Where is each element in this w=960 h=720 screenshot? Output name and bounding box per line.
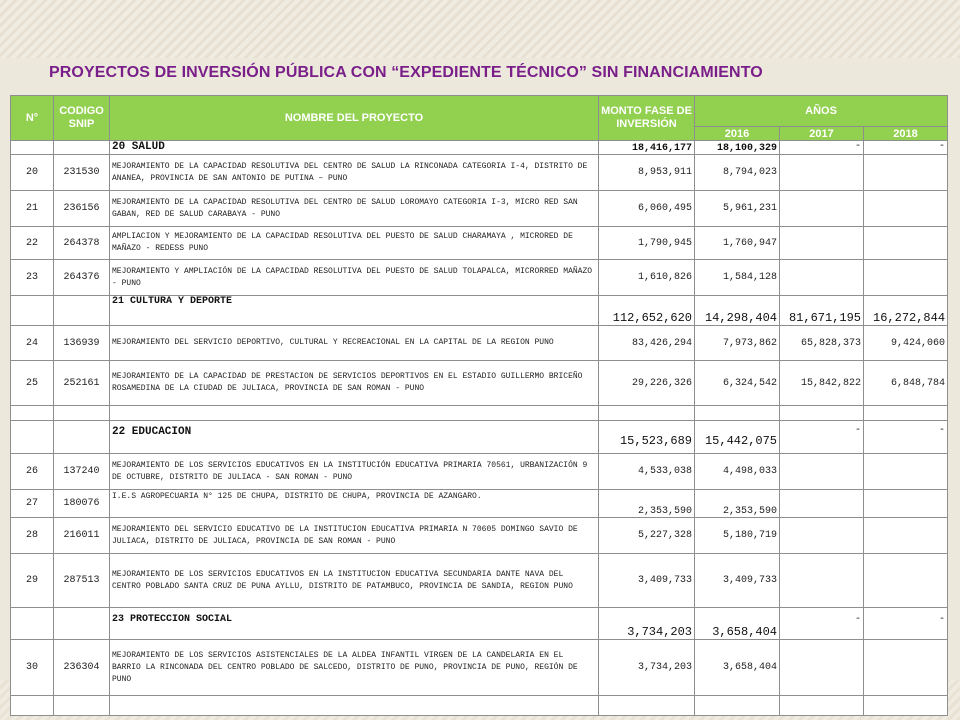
row-number: 22 xyxy=(11,227,54,260)
row-monto: 4,533,038 xyxy=(599,454,695,490)
row-number: 29 xyxy=(11,554,54,608)
sector-2017: 81,671,195 xyxy=(780,296,864,326)
row-project-name: MEJORAMIENTO DE LA CAPACIDAD RESOLUTIVA DEL CENTRO DE SALUD LA RINCONADA CATEGORIA I-4, DISTRITO DE ANANEA, PROVINCIA DE SAN ANTONIO DE PUTINA – PUNO xyxy=(110,155,599,191)
table-row xyxy=(11,454,948,490)
row-snip: 216011 xyxy=(54,518,110,554)
table-row xyxy=(11,227,948,260)
sector-row-proteccion xyxy=(11,608,948,640)
sector-row-educacion xyxy=(11,421,948,454)
row-2017: 65,828,373 xyxy=(780,326,864,361)
table-row xyxy=(11,260,948,296)
row-2016: 1,584,128 xyxy=(695,260,780,296)
row-2018 xyxy=(864,490,948,518)
row-number: 23 xyxy=(11,260,54,296)
sector-2016: 3,658,404 xyxy=(695,608,780,640)
row-monto: 8,953,911 xyxy=(599,155,695,191)
sector-2017: - xyxy=(780,608,864,640)
row-2018 xyxy=(864,554,948,608)
row-snip: 180076 xyxy=(54,490,110,518)
row-snip: 231530 xyxy=(54,155,110,191)
row-number: 28 xyxy=(11,518,54,554)
row-2017 xyxy=(780,554,864,608)
sector-2018: - xyxy=(864,141,948,155)
sector-2017: - xyxy=(780,421,864,454)
empty-cell xyxy=(864,406,948,421)
header-year-2018: 2018 xyxy=(864,127,948,141)
sector-label: 20 SALUD xyxy=(110,141,599,155)
row-snip: 136939 xyxy=(54,326,110,361)
row-snip: 264378 xyxy=(54,227,110,260)
empty-cell xyxy=(54,696,110,716)
projects-table xyxy=(10,95,948,716)
row-2016: 4,498,033 xyxy=(695,454,780,490)
row-monto: 3,734,203 xyxy=(599,640,695,696)
empty-cell xyxy=(11,421,54,454)
sector-row-cultura xyxy=(11,296,948,326)
empty-cell xyxy=(864,696,948,716)
row-monto: 83,426,294 xyxy=(599,326,695,361)
row-monto: 6,060,495 xyxy=(599,191,695,227)
empty-cell xyxy=(11,406,54,421)
row-2017 xyxy=(780,518,864,554)
header-year-2017: 2017 xyxy=(780,127,864,141)
header-monto: MONTO FASE DE INVERSIÓN xyxy=(599,96,695,141)
row-2017 xyxy=(780,454,864,490)
sector-monto: 3,734,203 xyxy=(599,608,695,640)
table-row xyxy=(11,518,948,554)
empty-cell xyxy=(54,406,110,421)
row-monto: 29,226,326 xyxy=(599,361,695,406)
row-2018 xyxy=(864,260,948,296)
header-anos: AÑOS xyxy=(695,96,948,127)
header-n: N° xyxy=(11,96,54,141)
decorative-stripes-top xyxy=(0,0,960,58)
table-row xyxy=(11,155,948,191)
row-number: 27 xyxy=(11,490,54,518)
empty-cell xyxy=(54,141,110,155)
row-snip: 236304 xyxy=(54,640,110,696)
row-2018 xyxy=(864,155,948,191)
row-monto: 3,409,733 xyxy=(599,554,695,608)
page-title: PROYECTOS DE INVERSIÓN PÚBLICA CON “EXPEDIENTE TÉCNICO” SIN FINANCIAMIENTO xyxy=(49,64,763,81)
row-snip: 137240 xyxy=(54,454,110,490)
row-2016: 3,658,404 xyxy=(695,640,780,696)
row-project-name: MEJORAMIENTO DEL SERVICIO DEPORTIVO, CULTURAL Y RECREACIONAL EN LA CAPITAL DE LA REGION PUNO xyxy=(110,326,599,361)
row-2016: 5,180,719 xyxy=(695,518,780,554)
sector-2018: 16,272,844 xyxy=(864,296,948,326)
empty-cell xyxy=(54,421,110,454)
empty-cell xyxy=(11,296,54,326)
header-year-2016: 2016 xyxy=(695,127,780,141)
empty-cell xyxy=(695,696,780,716)
header-nombre: NOMBRE DEL PROYECTO xyxy=(110,96,599,141)
row-2017 xyxy=(780,155,864,191)
sector-label: 23 PROTECCION SOCIAL xyxy=(110,608,599,640)
row-number: 25 xyxy=(11,361,54,406)
row-2017 xyxy=(780,640,864,696)
empty-cell xyxy=(11,696,54,716)
row-2018: 6,848,784 xyxy=(864,361,948,406)
table-row xyxy=(11,326,948,361)
row-2017 xyxy=(780,260,864,296)
row-number: 20 xyxy=(11,155,54,191)
sector-2016: 15,442,075 xyxy=(695,421,780,454)
row-2018: 9,424,060 xyxy=(864,326,948,361)
table-row xyxy=(11,191,948,227)
row-2016: 1,760,947 xyxy=(695,227,780,260)
row-project-name: MEJORAMIENTO DE LA CAPACIDAD DE PRESTACION DE SERVICIOS DEPORTIVOS EN EL ESTADIO GUILLERMO BRICEÑO ROSAMEDINA DE LA CIUDAD DE JULIACA, PROVINCIA DE SAN ROMAN - PUNO xyxy=(110,361,599,406)
row-monto: 5,227,328 xyxy=(599,518,695,554)
sector-label: 21 CULTURA Y DEPORTE xyxy=(110,296,599,326)
row-snip: 236156 xyxy=(54,191,110,227)
row-2018 xyxy=(864,640,948,696)
table-row xyxy=(11,490,948,518)
empty-cell xyxy=(599,696,695,716)
row-2016: 3,409,733 xyxy=(695,554,780,608)
header-codigo-snip: CODIGO SNIP xyxy=(54,96,110,141)
sector-2017: - xyxy=(780,141,864,155)
row-snip: 287513 xyxy=(54,554,110,608)
sector-2018: - xyxy=(864,608,948,640)
row-2016: 6,324,542 xyxy=(695,361,780,406)
row-number: 30 xyxy=(11,640,54,696)
table-row xyxy=(11,361,948,406)
row-project-name: MEJORAMIENTO DE LOS SERVICIOS ASISTENCIALES DE LA ALDEA INFANTIL VIRGEN DE LA CANDELARIA EN EL BARRIO LA RINCONADA DEL CENTRO POBLADO DE SALCEDO, DISTRITO DE PUNO, PROVINCIA DE PUNO, REGIÓN DE PUNO xyxy=(110,640,599,696)
row-monto: 1,790,945 xyxy=(599,227,695,260)
row-project-name: I.E.S AGROPECUARIA N° 125 DE CHUPA, DISTRITO DE CHUPA, PROVINCIA DE AZANGARO. xyxy=(110,490,599,518)
row-number: 26 xyxy=(11,454,54,490)
empty-cell xyxy=(695,406,780,421)
row-project-name: MEJORAMIENTO DEL SERVICIO EDUCATIVO DE LA INSTITUCION EDUCATIVA PRIMARIA N 70605 DOMINGO SAVIO DE JULIACA, DISTRITO DE JULIACA, PROVINCIA DE SAN ROMAN - PUNO xyxy=(110,518,599,554)
empty-cell xyxy=(110,696,599,716)
row-2016: 7,973,862 xyxy=(695,326,780,361)
table-row xyxy=(11,554,948,608)
empty-cell xyxy=(54,608,110,640)
empty-row xyxy=(11,696,948,716)
empty-cell xyxy=(599,406,695,421)
empty-cell xyxy=(54,296,110,326)
row-2016: 8,794,023 xyxy=(695,155,780,191)
sector-2018: - xyxy=(864,421,948,454)
row-project-name: MEJORAMIENTO Y AMPLIACIÓN DE LA CAPACIDAD RESOLUTIVA DEL PUESTO DE SALUD TOLAPALCA, MICRORRED MAÑAZO - PUNO xyxy=(110,260,599,296)
row-snip: 252161 xyxy=(54,361,110,406)
row-2016: 2,353,590 xyxy=(695,490,780,518)
empty-cell xyxy=(11,608,54,640)
row-number: 21 xyxy=(11,191,54,227)
sector-label: 22 EDUCACION xyxy=(110,421,599,454)
row-2016: 5,961,231 xyxy=(695,191,780,227)
sector-monto: 18,416,177 xyxy=(599,141,695,155)
row-project-name: MEJORAMIENTO DE LA CAPACIDAD RESOLUTIVA DEL CENTRO DE SALUD LOROMAYO CATEGORIA I-3, MICRO RED SAN GABAN, RED DE SALUD CARABAYA - PUNO xyxy=(110,191,599,227)
sector-row-salud xyxy=(11,141,948,155)
row-2017 xyxy=(780,490,864,518)
empty-cell xyxy=(780,406,864,421)
row-number: 24 xyxy=(11,326,54,361)
sector-monto: 112,652,620 xyxy=(599,296,695,326)
sector-monto: 15,523,689 xyxy=(599,421,695,454)
row-project-name: MEJORAMIENTO DE LOS SERVICIOS EDUCATIVOS EN LA INSTITUCIÓN EDUCATIVA PRIMARIA 70561, URBANIZACIÓN 9 DE OCTUBRE, DISTRITO DE JULIACA - SAN ROMAN - PUNO xyxy=(110,454,599,490)
row-2017: 15,842,822 xyxy=(780,361,864,406)
row-2017 xyxy=(780,227,864,260)
row-project-name: MEJORAMIENTO DE LOS SERVICIOS EDUCATIVOS EN LA INSTITUCION EDUCATIVA SECUNDARIA DANTE NAVA DEL CENTRO POBLADO SANTA CRUZ DE PUNA AYLLU, DISTRITO DE PATAMBUCO, PROVINCIA DE SANDIA, REGION PUNO xyxy=(110,554,599,608)
row-2017 xyxy=(780,191,864,227)
row-project-name: AMPLIACION Y MEJORAMIENTO DE LA CAPACIDAD RESOLUTIVA DEL PUESTO DE SALUD CHARAMAYA , MICRORED DE MAÑAZO - REDESS PUNO xyxy=(110,227,599,260)
row-2018 xyxy=(864,454,948,490)
row-snip: 264376 xyxy=(54,260,110,296)
empty-row xyxy=(11,406,948,421)
row-2018 xyxy=(864,227,948,260)
row-2018 xyxy=(864,518,948,554)
table-row xyxy=(11,640,948,696)
empty-cell xyxy=(11,141,54,155)
row-2018 xyxy=(864,191,948,227)
sector-2016: 14,298,404 xyxy=(695,296,780,326)
empty-cell xyxy=(780,696,864,716)
row-monto: 2,353,590 xyxy=(599,490,695,518)
row-monto: 1,610,826 xyxy=(599,260,695,296)
sector-2016: 18,100,329 xyxy=(695,141,780,155)
empty-cell xyxy=(110,406,599,421)
